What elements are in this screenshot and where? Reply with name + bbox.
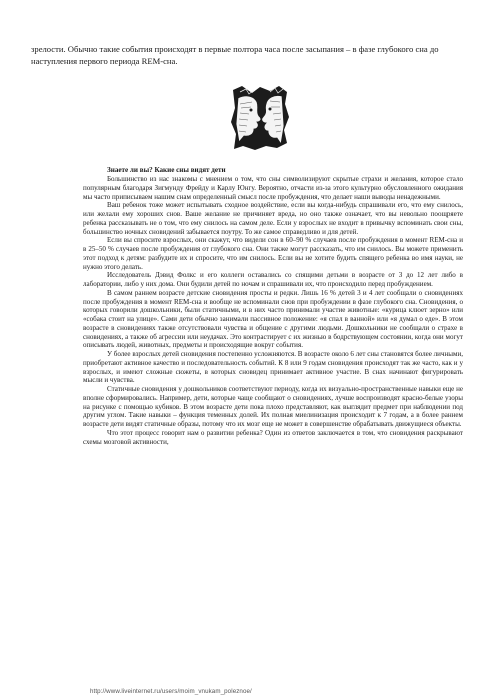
article-paragraph: Что этот процесс говорит нам о развитии ребенка? Один из ответов заключается в том, что сновидения раскрывают схемы мозговой активности, xyxy=(83,428,463,446)
article-heading: Знаете ли вы? Какие сны видят дети xyxy=(107,166,226,174)
article-paragraph: Статичные сновидения у дошкольников соответствуют периоду, когда их визуально-пространственные навыки еще не вполне сформировались. Например, дети, которые чаще сообщают о сновидениях, лучше воспроизводят красно-белые узоры на рисунке с помощью кубиков. В этом возрасте дети пока плохо представляют, как выглядит предмет при наблюдении под другим углом. Такие навыки – функция теменных долей. Их полная миелинизация происходит к 7 годам, а в более раннем возрасте дети видят статичные образы, потому что их мозг еще не может в совершенстве обрабатывать движущиеся объекты. xyxy=(83,385,463,428)
article-paragraph: У более взрослых детей сновидения постепенно усложняются. В возрасте около 6 лет сны становятся более личными, приобретают активное качество и последовательность событий. К 8 или 9 годам сновидения происходят так же часто, как и у взрослых, и имеют сложные сюжеты, в которых сновидец принимает активное участие. В снах начинают фигурировать мысли и чувства. xyxy=(83,350,463,385)
intro-paragraph: зрелости. Обычно такие события происходят в первые полтора часа после засыпания – в фазе глубокого сна до наступления первого периода REM-сна. xyxy=(31,44,439,67)
article-paragraph: В самом раннем возрасте детские сновидения просты и редки. Лишь 16 % детей 3 и 4 лет сообщали о сновидениях после пробуждения в момент REM-сна и вообще не вспоминали снов при пробуждении в фазе глубокого сна. Сновидения, о которых говорили дошкольники, были статичными, и в них часто принимали участие животные: «курица клюет зерно» или «собака стоит на улице». Сами дети обычно занимали пассивное положение: «я спал в ванной» или «я думал о еде». В этом возрасте в сновидениях также отсутствовали чувства и общение с другими людьми. Дошкольники не сообщали о страхе в сновидениях, а также об агрессии или неудачах. Это контрастирует с их жизнью в бодрствующем состоянии, когда они могут описывать людей, животных, предметы и происходящие вокруг события. xyxy=(83,288,463,350)
source-url-watermark: http://www.liveinternet.ru/users/moim_vnukam_poleznoe/ xyxy=(90,688,252,695)
article-text xyxy=(83,166,463,446)
article-paragraph: Если вы спросите взрослых, они скажут, что видели сон в 60–90 % случаев после пробуждения в момент REM-сна и в 25–50 % случаев после пробуждения от глубокого сна. Они также могут рассказать, что им снилось. Вы можете применить этот подход к детям: разбудите их и спросите, что им снилось. Если вы не хотите будить спящего ребенка во имя науки, не нужно этого делать. xyxy=(83,236,463,271)
faces-illustration xyxy=(230,84,290,152)
article-paragraph: Ваш ребенок тоже может испытывать сходное воздействие, если вы когда-нибудь спрашивали его, что ему снилось, или желали ему хороших снов. Ваше желание не причиняет вреда, но оно также означает, что вы невольно поощряете ребенка рассказывать не о том, что ему снилось на самом деле. Если у взрослых не входит в привычку вспоминать свои сны, большинство ночных сновидений забывается поутру. То же самое справедливо и для детей. xyxy=(83,201,463,236)
article-paragraph: Исследователь Дэвид Фолкс и его коллеги оставались со спящими детьми в возрасте от 3 до 12 лет либо в лаборатории, либо у них дома. Они будили детей по ночам и спрашивали их, что происходило перед пробуждением. xyxy=(83,271,463,288)
article-paragraph: Большинство из нас знакомы с мнением о том, что сны символизируют скрытые страхи и желания, которое стало популярным благодаря Зигмунду Фрейду и Карлу Юнгу. Вероятно, отчасти из-за этого культурно обусловленного ожидания мы часто приписываем нашим снам определенный смысл после пробуждения, что делает наши выводы ненадежными. xyxy=(83,175,463,201)
